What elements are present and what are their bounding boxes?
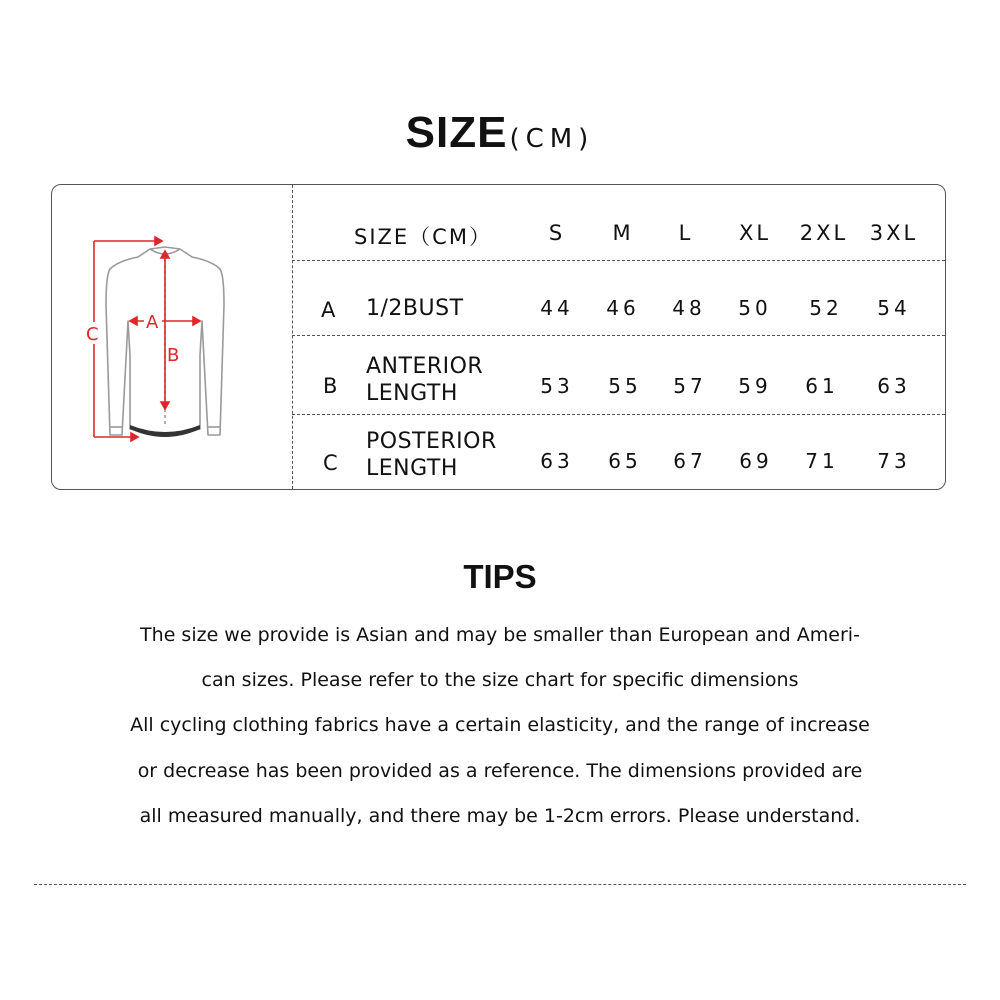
- table-cell: 54: [877, 296, 911, 320]
- row-name-posterior-length: POSTERIOR LENGTH: [366, 429, 497, 481]
- table-cell: 61: [805, 374, 839, 398]
- table-cell: 59: [738, 374, 772, 398]
- size-header-xl: XL: [738, 221, 772, 245]
- table-cell: 50: [738, 296, 772, 320]
- label-b: B: [167, 345, 180, 366]
- size-header-2xl: 2XL: [799, 221, 849, 245]
- jersey-waistband: [130, 425, 200, 437]
- table-cell: 63: [877, 374, 911, 398]
- row-name-bust: 1/2BUST: [366, 296, 464, 321]
- table-cell: 65: [608, 449, 642, 473]
- row-divider: [292, 260, 945, 261]
- bottom-divider: [34, 884, 966, 885]
- table-cell: 52: [809, 296, 843, 320]
- jersey-measurement-diagram: [80, 235, 250, 445]
- tips-line-2: can sizes. Please refer to the size chart for specific dimensions: [201, 669, 799, 691]
- table-cell: 71: [805, 449, 839, 473]
- table-cell: 67: [673, 449, 707, 473]
- column-divider: [292, 185, 293, 489]
- size-header-3xl: 3XL: [869, 221, 919, 245]
- row-divider: [292, 414, 945, 415]
- table-cell: 63: [540, 449, 574, 473]
- tips-line-1: The size we provide is Asian and may be smaller than European and Ameri-: [140, 624, 860, 646]
- row-key-a: A: [321, 298, 336, 322]
- table-cell: 44: [540, 296, 574, 320]
- tips-line-3: All cycling clothing fabrics have a certain elasticity, and the range of increase: [130, 714, 870, 736]
- title-unit: (CM): [509, 124, 595, 154]
- row-divider: [292, 335, 945, 336]
- size-header-s: S: [548, 221, 566, 245]
- tips-title: TIPS: [463, 558, 537, 595]
- tips-line-4: or decrease has been provided as a reference. The dimensions provided are: [137, 760, 863, 782]
- row-key-c: C: [323, 451, 338, 475]
- tips-line-5: all measured manually, and there may be 1-2cm errors. Please understand.: [139, 805, 861, 827]
- table-cell: 69: [739, 449, 773, 473]
- title-main: SIZE: [405, 108, 508, 157]
- label-a: A: [146, 312, 159, 333]
- table-cell: 73: [877, 449, 911, 473]
- table-cell: 46: [606, 296, 640, 320]
- table-cell: 55: [608, 374, 642, 398]
- size-column-header: SIZE（CM）: [354, 225, 492, 249]
- table-cell: 53: [540, 374, 574, 398]
- table-cell: 48: [672, 296, 706, 320]
- label-c: C: [86, 324, 99, 345]
- row-key-b: B: [323, 374, 338, 398]
- page-title: [0, 108, 1000, 158]
- size-header-l: L: [678, 221, 694, 245]
- size-header-m: M: [612, 221, 634, 245]
- table-cell: 57: [673, 374, 707, 398]
- row-name-anterior-length: ANTERIOR LENGTH: [366, 354, 484, 406]
- size-chart-card: [51, 184, 946, 490]
